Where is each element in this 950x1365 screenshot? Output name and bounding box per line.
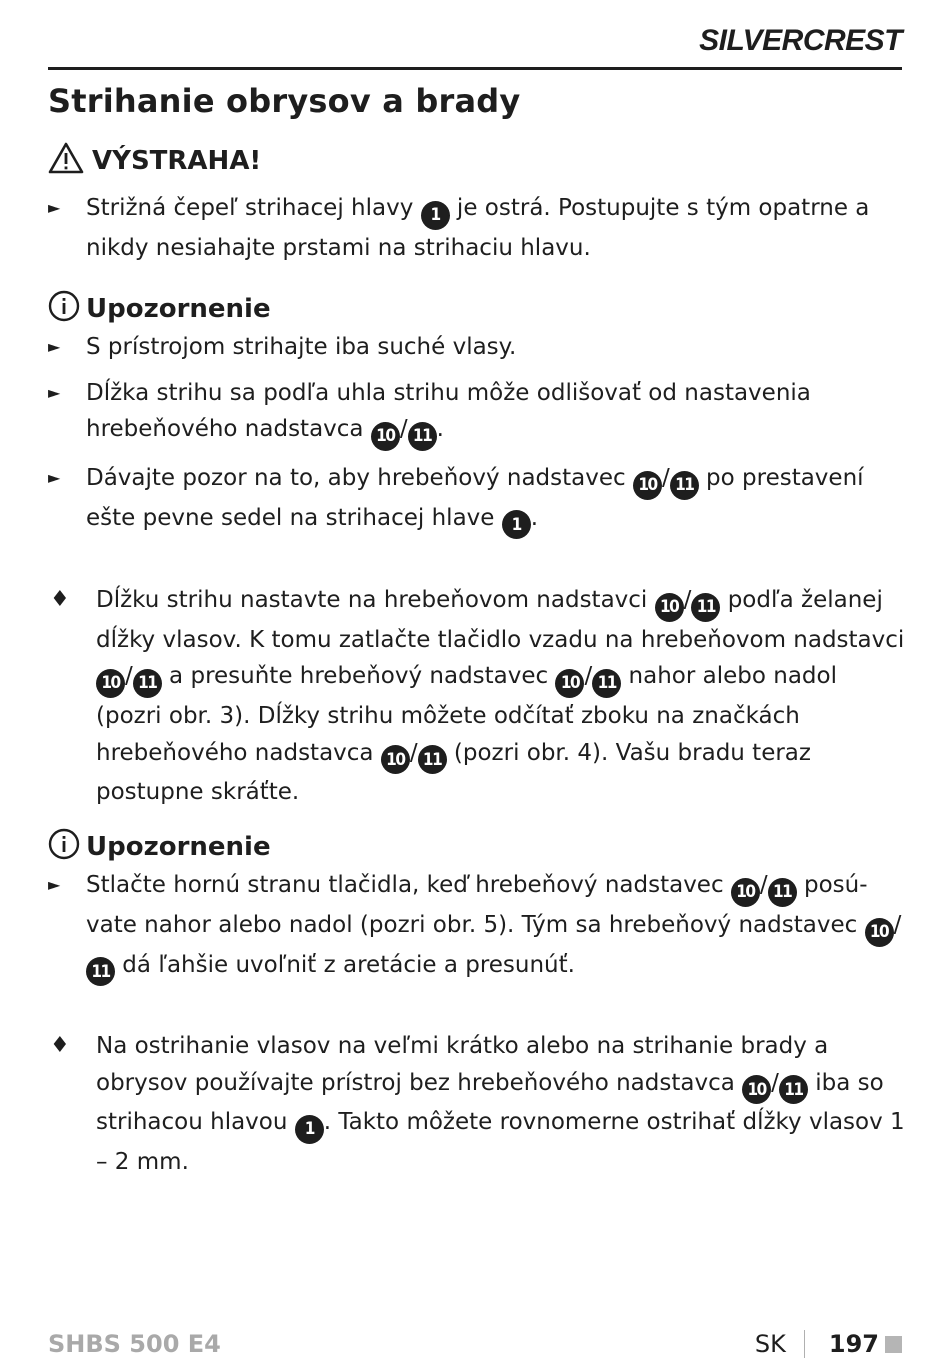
text-segment: podľa želanej dĺžky vlasov. K tomu zatlačte tlačidlo vzadu na hrebeňovom nadstavci — [96, 587, 905, 653]
note-heading — [48, 829, 271, 865]
text-segment: / — [125, 663, 133, 690]
info-icon — [48, 290, 80, 329]
text-segment: po prestavení ešte pevne sedel na strihacej hlave — [86, 464, 864, 531]
text-segment: (pozri obr. 4). Vašu bradu teraz postupne skráťte. — [96, 739, 811, 806]
text-segment: Dĺžku strihu nastavte na hrebeňovom nadstavci — [96, 587, 655, 613]
header-rule — [48, 67, 902, 70]
arrow-bullet-icon: ► — [48, 198, 61, 217]
warning-heading-label: VÝSTRAHA! — [92, 146, 262, 176]
model-number: SHBS 500 E4 — [48, 1330, 221, 1358]
part-reference-badge: 11 — [133, 669, 162, 698]
text-segment: Na ostrihanie vlasov na veľmi krátko alebo na strihanie brady a obrysov používajte prístroj bez hrebeňového nadstavca — [96, 1033, 829, 1096]
warning-triangle-icon — [48, 142, 84, 181]
part-reference-badge: 10 — [865, 918, 894, 947]
part-reference-badge: 10 — [633, 471, 662, 500]
part-reference-badge: 1 — [295, 1115, 324, 1144]
arrow-bullet-icon: ► — [48, 337, 61, 356]
text-segment: / — [399, 416, 408, 442]
text-segment: nahor alebo nadol (pozri obr. 3). Dĺžky strihu môžete odčítať zboku na značkách hrebeňového nadstavca — [96, 663, 837, 766]
list-item: ► S prístrojom strihajte iba suché vlasy. — [48, 329, 908, 366]
page-number: 197 — [828, 1330, 879, 1358]
arrow-bullet-icon: ► — [48, 875, 61, 894]
list-item — [48, 460, 908, 540]
text-segment: je ostrá. Postupujte s tým opatrne a nikdy nesiahajte prstami na strihaciu hlavu. — [86, 195, 870, 261]
warning-heading — [48, 142, 261, 180]
part-reference-badge: 11 — [86, 957, 115, 986]
text-segment: / — [409, 739, 418, 766]
text-segment: posúvate nahor alebo nadol (pozri obr. 5). Tým sa hrebeňový nadstavec — [86, 872, 868, 938]
part-reference-badge: 11 — [691, 593, 720, 622]
part-reference-badge: 11 — [408, 422, 437, 451]
arrow-bullet-icon: ► — [48, 382, 61, 402]
list-item — [48, 1028, 908, 1181]
text-segment: / — [771, 1069, 779, 1096]
part-reference-badge: 11 — [670, 471, 699, 500]
text-segment: . Takto môžete rovnomerne ostrihať dĺžky vlasov 1 – 2 mm. — [96, 1109, 905, 1175]
page-footer — [755, 1330, 902, 1358]
note-heading-label: Upozornenie — [86, 294, 271, 324]
brand-logo: SILVERCREST — [699, 24, 902, 57]
diamond-bullet-icon: ♦ — [50, 1033, 70, 1058]
info-icon — [48, 828, 80, 867]
text-segment: / — [893, 911, 902, 938]
note-heading-label: Upozornenie — [86, 832, 271, 862]
note2-list — [48, 867, 908, 986]
warning-list — [48, 190, 908, 266]
part-reference-badge: 10 — [371, 422, 400, 451]
diamond-bullet-icon: ♦ — [50, 587, 70, 612]
instruction-step — [48, 1028, 908, 1181]
text-segment: Strižná čepeľ strihacej hlavy — [86, 195, 421, 221]
part-reference-badge: 10 — [96, 669, 125, 698]
part-reference-badge: 10 — [731, 878, 760, 907]
text-segment: . — [436, 416, 444, 442]
footer-divider — [804, 1330, 805, 1358]
list-item — [48, 867, 908, 986]
list-item — [48, 582, 908, 811]
list-item — [48, 375, 908, 451]
part-reference-badge: 11 — [418, 745, 447, 774]
text-segment: / — [759, 872, 768, 898]
text-segment: / — [683, 587, 692, 613]
text-segment: iba so strihacou hlavou — [96, 1069, 884, 1136]
part-reference-badge: 11 — [779, 1075, 808, 1104]
text-segment: Dávajte pozor na to, aby hrebeňový nadstavec — [86, 464, 633, 491]
page-title: Strihanie obrysov a brady — [48, 82, 521, 120]
part-reference-badge: 11 — [768, 878, 797, 907]
part-reference-badge: 11 — [592, 669, 621, 698]
part-reference-badge: 10 — [655, 593, 684, 622]
part-reference-badge: 10 — [381, 745, 410, 774]
part-reference-badge: 10 — [555, 669, 584, 698]
text-segment: . — [530, 504, 539, 531]
part-reference-badge: 10 — [742, 1075, 771, 1104]
text-segment: a presuňte hrebeňový nadstavec — [161, 663, 556, 690]
text-segment: Dĺžka strihu sa podľa uhla strihu môže odlišovať od nastavenia hrebeňového nadstavca — [86, 379, 811, 442]
footer-square-icon — [885, 1336, 902, 1353]
arrow-bullet-icon: ► — [48, 467, 61, 487]
text-segment: dá ľahšie uvoľniť z aretácie a presunúť. — [115, 951, 575, 978]
list-item — [48, 190, 908, 266]
text-segment: / — [661, 464, 670, 491]
part-reference-badge: 1 — [421, 201, 450, 230]
note1-list — [48, 329, 908, 539]
language-code: SK — [754, 1330, 786, 1358]
text-segment: Stlačte hornú stranu tlačidla, keď hrebeňový nadstavec — [86, 872, 731, 898]
note-heading — [48, 291, 271, 327]
part-reference-badge: 1 — [502, 510, 531, 539]
text-segment: / — [584, 663, 593, 690]
instruction-step — [48, 582, 908, 811]
